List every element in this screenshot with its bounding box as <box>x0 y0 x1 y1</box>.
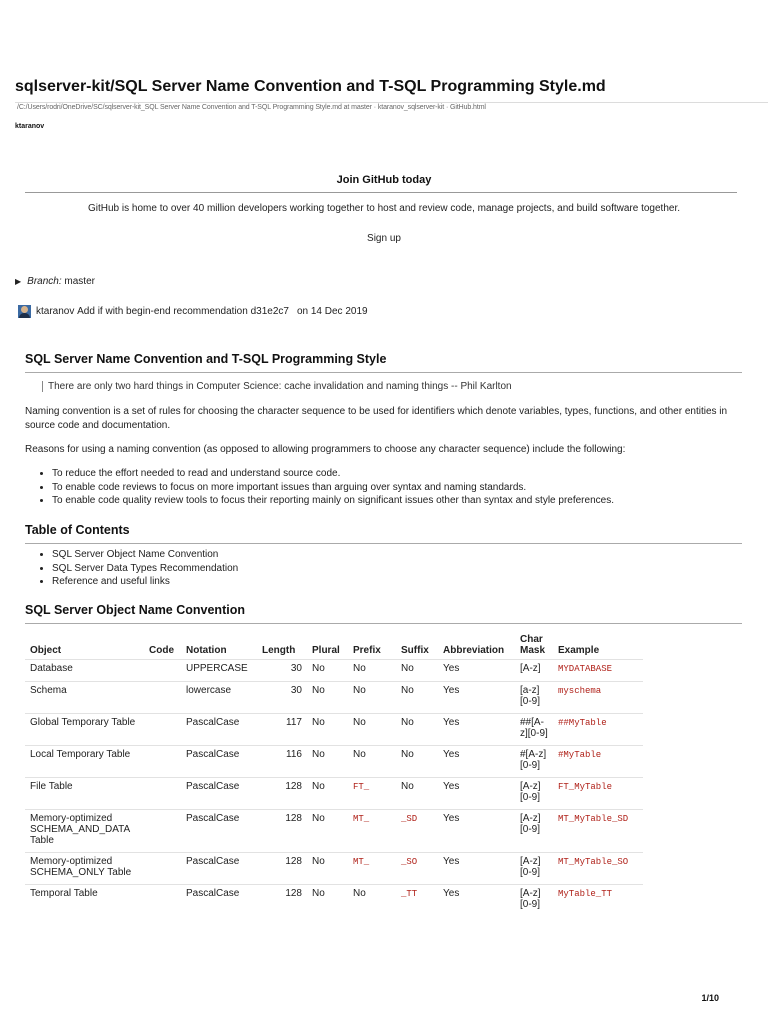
cell-suffix <box>396 810 438 853</box>
example-code: MyTable_TT <box>558 889 613 899</box>
cell-length: 117 <box>257 714 307 746</box>
commit-message[interactable]: Add if with begin-end recommendation <box>77 306 248 317</box>
cell-code <box>144 853 181 885</box>
cell-abbreviation: Yes <box>438 810 515 853</box>
cell-plural: No <box>307 885 348 917</box>
toc-list <box>25 548 238 589</box>
table-row <box>25 778 643 810</box>
toc-link-data-types[interactable]: • SQL Server Data Types Recommendation <box>52 562 238 576</box>
toc-link-object-name-convention[interactable]: • SQL Server Object Name Convention <box>52 548 238 562</box>
branch-selector[interactable] <box>15 276 95 287</box>
cell-plural: No <box>307 778 348 810</box>
cell-plural: No <box>307 660 348 682</box>
intro-paragraph: Naming convention is a set of rules for choosing the character sequence to be used for identifiers which denote variables, types, functions, and other entities in source code and documentation. <box>25 406 728 431</box>
char-mask-line1: Char <box>520 634 543 645</box>
cell-notation: PascalCase <box>181 853 257 885</box>
sign-up-link[interactable]: Sign up <box>367 233 401 244</box>
commit-date: on 14 Dec 2019 <box>296 306 368 317</box>
cell-example <box>553 746 643 778</box>
toc-link-references[interactable]: • Reference and useful links <box>52 575 238 589</box>
cell-suffix: No <box>396 660 438 682</box>
cell-notation: UPPERCASE <box>181 660 257 682</box>
column-header-suffix: Suffix <box>401 645 429 656</box>
cell-example <box>553 853 643 885</box>
example-code: #MyTable <box>558 750 602 760</box>
cell-suffix: No <box>396 682 438 714</box>
cell-notation: PascalCase <box>181 746 257 778</box>
commit-user[interactable]: ktaranov <box>36 306 75 317</box>
table-row <box>25 746 643 778</box>
column-header-char-mask <box>515 633 553 660</box>
cell-prefix <box>348 778 396 810</box>
example-code: ##MyTable <box>558 718 607 728</box>
blockquote: There are only two hard things in Computer Science: cache invalidation and naming things -- Phil Karlton <box>42 381 512 392</box>
cell-abbreviation: Yes <box>438 660 515 682</box>
join-divider <box>25 192 737 193</box>
cell-prefix: No <box>348 660 396 682</box>
cell-plural: No <box>307 746 348 778</box>
branch-value: master <box>64 276 95 287</box>
cell-suffix <box>396 885 438 917</box>
cell-char-mask: [A-z] [0-9] <box>515 853 553 885</box>
table-row <box>25 853 643 885</box>
cell-example <box>553 714 643 746</box>
cell-char-mask: [A-z] [0-9] <box>515 778 553 810</box>
cell-prefix: No <box>348 714 396 746</box>
column-header-length: Length <box>262 645 296 656</box>
avatar[interactable] <box>18 305 31 318</box>
cell-notation: PascalCase <box>181 885 257 917</box>
char-mask-line2: Mask <box>520 645 546 656</box>
example-code: myschema <box>558 686 602 696</box>
cell-object: Global Temporary Table <box>25 714 144 746</box>
example-code: MT_MyTable_SO <box>558 857 629 867</box>
cell-suffix: No <box>396 714 438 746</box>
page-number: 1/10 <box>701 993 719 1003</box>
cell-suffix: No <box>396 746 438 778</box>
cell-notation: PascalCase <box>181 714 257 746</box>
cell-char-mask: [a-z] [0-9] <box>515 682 553 714</box>
article-heading: SQL Server Name Convention and T-SQL Programming Style <box>25 352 387 366</box>
cell-abbreviation: Yes <box>438 682 515 714</box>
author-name[interactable]: ktaranov <box>15 123 45 130</box>
cell-example <box>553 682 643 714</box>
cell-char-mask: #[A-z][0-9] <box>515 746 553 778</box>
cell-length: 116 <box>257 746 307 778</box>
suffix-code: _SD <box>401 814 418 824</box>
cell-char-mask: ##[A-z][0-9] <box>515 714 553 746</box>
cell-length: 128 <box>257 810 307 853</box>
cell-char-mask: [A-z] [0-9] <box>515 885 553 917</box>
cell-object: Temporal Table <box>25 885 144 917</box>
cell-prefix: No <box>348 682 396 714</box>
cell-prefix <box>348 810 396 853</box>
cell-length: 128 <box>257 853 307 885</box>
column-header-prefix: Prefix <box>353 645 381 656</box>
join-github-title: Join GitHub today <box>336 174 432 186</box>
example-code: MT_MyTable_SD <box>558 814 629 824</box>
cell-char-mask: [A-z] [0-9] <box>515 810 553 853</box>
reasons-list <box>25 467 614 508</box>
table-header-row <box>25 633 643 660</box>
disclosure-triangle-icon: ▶ <box>15 277 22 286</box>
join-github-description: GitHub is home to over 40 million developers working together to host and review code, manage projects, and build software together. <box>88 203 680 214</box>
prefix-code: FT_ <box>353 782 370 792</box>
cell-object: Memory-optimized SCHEMA_ONLY Table <box>25 853 144 885</box>
convention-heading: SQL Server Object Name Convention <box>25 603 245 617</box>
file-path: /C:/Users/rodri/OneDrive/SC/sqlserver-kit_SQL Server Name Convention and T-SQL Programming Style.md at master · ktaranov_sqlserver-kit · GitHub.html <box>17 104 486 111</box>
cell-prefix: No <box>348 885 396 917</box>
cell-notation: PascalCase <box>181 778 257 810</box>
cell-abbreviation: Yes <box>438 778 515 810</box>
cell-code <box>144 682 181 714</box>
list-item: • To reduce the effort needed to read and understand source code. <box>52 467 614 481</box>
article-heading-rule <box>25 372 742 373</box>
cell-abbreviation: Yes <box>438 714 515 746</box>
table-row <box>25 660 643 682</box>
cell-object: Local Temporary Table <box>25 746 144 778</box>
column-header-object: Object <box>30 645 62 656</box>
cell-abbreviation: Yes <box>438 853 515 885</box>
example-code: MYDATABASE <box>558 664 613 674</box>
table-row <box>25 714 643 746</box>
cell-example <box>553 810 643 853</box>
cell-code <box>144 660 181 682</box>
suffix-code: _TT <box>401 889 418 899</box>
cell-plural: No <box>307 810 348 853</box>
cell-length: 128 <box>257 778 307 810</box>
cell-object: File Table <box>25 778 144 810</box>
name-convention-table <box>25 633 643 916</box>
cell-example <box>553 885 643 917</box>
cell-code <box>144 746 181 778</box>
page-title: sqlserver-kit/SQL Server Name Convention and T-SQL Programming Style.md <box>15 78 606 95</box>
column-header-notation: Notation <box>186 645 227 656</box>
cell-object: Schema <box>25 682 144 714</box>
prefix-code: MT_ <box>353 857 370 867</box>
cell-notation: lowercase <box>181 682 257 714</box>
suffix-code: _SO <box>401 857 418 867</box>
header-divider <box>15 102 768 103</box>
cell-prefix: No <box>348 746 396 778</box>
column-header-plural: Plural <box>312 645 340 656</box>
cell-length: 128 <box>257 885 307 917</box>
cell-char-mask: [A-z] <box>515 660 553 682</box>
list-item: • To enable code reviews to focus on more important issues than arguing over syntax and naming standards. <box>52 481 614 495</box>
cell-example <box>553 660 643 682</box>
cell-abbreviation: Yes <box>438 746 515 778</box>
cell-suffix <box>396 853 438 885</box>
reasons-paragraph: Reasons for using a naming convention (as opposed to allowing programmers to choose any character sequence) include the following: <box>25 444 626 455</box>
cell-code <box>144 778 181 810</box>
cell-length: 30 <box>257 660 307 682</box>
cell-object: Database <box>25 660 144 682</box>
column-header-abbreviation: Abbreviation <box>443 645 505 656</box>
table-row <box>25 885 643 917</box>
prefix-code: MT_ <box>353 814 370 824</box>
branch-label: Branch: <box>27 276 62 287</box>
example-code: FT_MyTable <box>558 782 613 792</box>
toc-heading: Table of Contents <box>25 523 130 537</box>
cell-plural: No <box>307 714 348 746</box>
cell-prefix <box>348 853 396 885</box>
toc-heading-rule <box>25 543 742 544</box>
list-item: • To enable code quality review tools to focus their reporting mainly on significant issues other than syntax and style preferences. <box>52 494 614 508</box>
cell-plural: No <box>307 682 348 714</box>
cell-plural: No <box>307 853 348 885</box>
cell-suffix: No <box>396 778 438 810</box>
commit-hash[interactable]: d31e2c7 <box>250 306 289 317</box>
cell-length: 30 <box>257 682 307 714</box>
table-row <box>25 682 643 714</box>
cell-code <box>144 714 181 746</box>
convention-heading-rule <box>25 623 742 624</box>
cell-code <box>144 885 181 917</box>
cell-notation: PascalCase <box>181 810 257 853</box>
cell-object: Memory-optimized SCHEMA_AND_DATA Table <box>25 810 144 853</box>
cell-example <box>553 778 643 810</box>
column-header-code: Code <box>149 645 174 656</box>
table-row <box>25 810 643 853</box>
latest-commit <box>18 305 368 318</box>
cell-code <box>144 810 181 853</box>
column-header-example: Example <box>558 645 600 656</box>
cell-abbreviation: Yes <box>438 885 515 917</box>
